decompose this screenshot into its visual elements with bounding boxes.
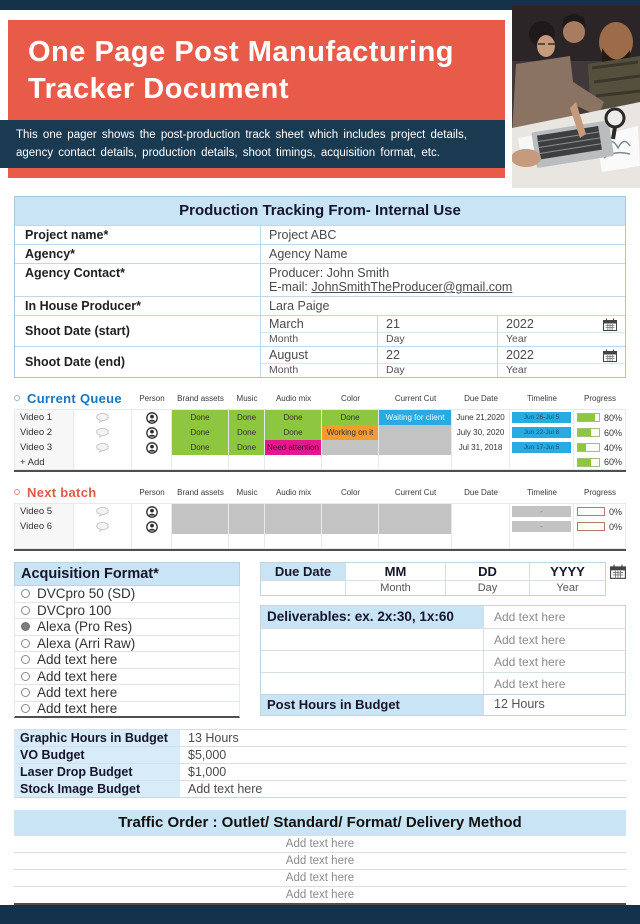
col-header-music: Music [236, 487, 258, 497]
table-row-video-2 [14, 425, 626, 440]
table-row-video-6 [14, 519, 626, 534]
team-photo-illustration [512, 6, 640, 188]
status-audio-mix[interactable]: Done [265, 410, 322, 426]
header-photo [512, 6, 640, 188]
comment-cell[interactable] [74, 504, 132, 520]
radio-option-dvcpro50[interactable] [14, 586, 240, 603]
status-music[interactable] [229, 519, 265, 535]
year-sublabel: Year [506, 364, 528, 376]
table-row [14, 746, 626, 763]
acquisition-format-title: Acquisition Format* [14, 562, 240, 586]
shoot-start-year-cell [497, 316, 625, 346]
email-link[interactable]: JohnSmithTheProducer@gmail.com [311, 280, 513, 294]
progress-percent: 60% [603, 427, 622, 438]
radio-option-label: DVCpro 100 [37, 602, 112, 618]
progress-percent: 0% [608, 506, 622, 517]
progress-cell [574, 410, 626, 426]
due-date-year-sublabel[interactable]: Year [529, 580, 605, 595]
progress-percent: 40% [603, 442, 622, 453]
radio-option-placeholder[interactable] [14, 669, 240, 686]
timeline-chip[interactable]: Jun 17-Jul 5 [512, 442, 571, 453]
row-name[interactable]: Video 1 [14, 410, 74, 426]
col-header-timeline: Timeline [527, 393, 557, 403]
radio-icon[interactable] [21, 639, 30, 648]
next-batch-table [14, 503, 626, 551]
table-row [15, 296, 625, 315]
status-current-cut[interactable] [379, 504, 452, 520]
radio-option-label: Add text here [37, 668, 118, 684]
post-hours-row [260, 695, 626, 716]
status-audio-mix[interactable]: Done [265, 425, 322, 441]
due-date-cell[interactable] [452, 504, 510, 520]
status-music[interactable] [229, 504, 265, 520]
radio-option-label: Add text here [37, 685, 118, 701]
comment-bubble-icon [96, 507, 109, 517]
traffic-order-input[interactable]: Add text here [14, 852, 626, 869]
radio-icon[interactable] [21, 688, 30, 697]
table-row-empty [14, 534, 626, 549]
radio-option-placeholder[interactable] [14, 652, 240, 669]
deliverables-empty-cell [261, 673, 483, 694]
due-date-cell[interactable]: June 21,2020 [452, 410, 510, 426]
in-house-producer-label: In House Producer* [25, 299, 141, 313]
email-prefix: E-mail: [269, 280, 312, 294]
progress-bar [577, 458, 600, 467]
progress-bar [577, 443, 600, 452]
due-date-dd: DD [445, 563, 529, 580]
status-current-cut[interactable] [379, 440, 452, 456]
page-subtitle: This one pager shows the post-production track sheet which includes project details, agency contact details, production details, shoot timings, acquisition format, etc. [16, 129, 467, 159]
radio-icon[interactable] [21, 655, 30, 664]
row-name[interactable]: Video 6 [14, 519, 74, 535]
shoot-date-end-row [15, 346, 625, 377]
deliverable-input[interactable]: Add text here [483, 606, 625, 628]
agency-contact-value [260, 264, 625, 296]
comment-cell[interactable] [74, 425, 132, 441]
person-avatar-icon [146, 412, 158, 424]
due-date-cell[interactable]: July 30, 2020 [452, 425, 510, 441]
timeline-cell [510, 425, 574, 441]
shoot-end-month-cell [260, 347, 377, 377]
deliverable-input[interactable]: Add text here [483, 629, 625, 650]
timeline-cell [510, 440, 574, 456]
status-color[interactable] [322, 440, 379, 456]
comment-cell[interactable] [74, 440, 132, 456]
page-title-line2: Tracker Document [28, 73, 290, 106]
radio-option-placeholder[interactable] [14, 702, 240, 719]
comment-cell[interactable] [74, 519, 132, 535]
radio-option-alexa-prores[interactable] [14, 619, 240, 636]
radio-option-label: Alexa (Pro Res) [37, 619, 133, 635]
radio-icon[interactable] [21, 606, 30, 615]
traffic-order-input[interactable]: Add text here [14, 835, 626, 852]
person-avatar-icon [146, 427, 158, 439]
due-date-month-sublabel[interactable]: Month [345, 580, 445, 595]
comment-bubble-icon [96, 443, 109, 453]
post-hours-label: Post Hours in Budget [261, 695, 483, 715]
table-row [14, 729, 626, 746]
add-row-button[interactable]: + Add [14, 455, 74, 470]
timeline-chip[interactable]: - [512, 521, 571, 532]
due-date-mm: MM [345, 563, 445, 580]
col-header-brand-assets: Brand assets [177, 393, 224, 403]
deliverables-table [260, 605, 626, 695]
row-name[interactable]: Video 5 [14, 504, 74, 520]
progress-cell [574, 504, 626, 520]
person-cell[interactable] [132, 440, 172, 456]
traffic-order-input[interactable]: Add text here [14, 869, 626, 886]
status-brand-assets[interactable] [172, 504, 229, 520]
col-header-progress: Progress [583, 393, 616, 403]
email-line [269, 280, 625, 294]
table-row-add [14, 455, 626, 470]
status-audio-mix[interactable] [265, 519, 322, 535]
deliverables-title: Deliverables: ex. 2x:30, 1x:60 [261, 606, 483, 628]
header-description-band [0, 120, 505, 168]
project-name-value[interactable]: Project ABC [260, 226, 625, 244]
person-avatar-icon [146, 442, 158, 454]
col-header-music: Music [236, 393, 258, 403]
status-color[interactable] [322, 519, 379, 535]
timeline-cell [510, 519, 574, 535]
current-queue-table [14, 409, 626, 472]
due-date-yyyy: YYYY [529, 563, 605, 580]
col-header-timeline: Timeline [527, 487, 557, 497]
col-header-due-date: Due Date [464, 393, 498, 403]
status-brand-assets[interactable]: Done [172, 440, 229, 456]
post-hours-value[interactable]: 12 Hours [483, 695, 625, 715]
project-name-label: Project name* [25, 228, 109, 242]
vo-budget-value[interactable]: $5,000 [188, 748, 227, 762]
comment-bubble-icon [96, 428, 109, 438]
page-title [8, 20, 505, 108]
col-header-person: Person [139, 487, 165, 497]
progress-percent: 60% [603, 457, 622, 467]
radio-option-dvcpro100[interactable] [14, 603, 240, 620]
shoot-end-day-value[interactable]: 22 [378, 347, 497, 364]
row-name[interactable]: Video 2 [14, 425, 74, 441]
col-header-audio-mix: Audio mix [275, 487, 312, 497]
traffic-order-input[interactable]: Add text here [14, 886, 626, 903]
radio-option-label: Alexa (Arri Raw) [37, 635, 136, 651]
bottom-navy-bar [0, 905, 640, 924]
status-color[interactable] [322, 504, 379, 520]
progress-cell [574, 455, 626, 470]
month-sublabel: Month [269, 333, 299, 345]
person-avatar-icon [146, 521, 158, 533]
table-row [15, 263, 625, 296]
col-header-brand-assets: Brand assets [177, 487, 224, 497]
status-current-cut[interactable] [379, 519, 452, 535]
calendar-icon[interactable] [603, 318, 617, 331]
shoot-start-month-value[interactable]: March [261, 316, 377, 333]
budget-table [14, 729, 626, 798]
due-date-cell[interactable]: Jul 31, 2018 [452, 440, 510, 456]
radio-option-alexa-arriraw[interactable] [14, 636, 240, 653]
shoot-start-month-cell [260, 316, 377, 346]
progress-cell [574, 425, 626, 441]
col-header-progress: Progress [583, 487, 616, 497]
comment-bubble-icon [96, 522, 109, 532]
year-sublabel: Year [506, 333, 528, 345]
table-row [261, 650, 625, 672]
shoot-end-year-value[interactable]: 2022 [506, 348, 534, 362]
month-sublabel: Month [269, 364, 299, 376]
day-sublabel: Day [386, 333, 405, 345]
col-header-current-cut: Current Cut [394, 393, 437, 403]
traffic-order-title: Traffic Order : Outlet/ Standard/ Format/ Delivery Method [14, 810, 626, 835]
agency-value[interactable]: Agency Name [260, 245, 625, 263]
col-header-color: Color [340, 487, 361, 497]
next-batch-title-group [14, 485, 132, 500]
calendar-icon[interactable] [603, 349, 617, 362]
due-date-title: Due Date [261, 563, 345, 580]
table-row-video-1 [14, 410, 626, 425]
radio-icon[interactable] [21, 622, 30, 631]
radio-option-label: DVCpro 50 (SD) [37, 586, 136, 602]
status-brand-assets[interactable] [172, 519, 229, 535]
timeline-chip[interactable]: Jun 26-Jul 5 [512, 412, 571, 423]
person-cell[interactable] [132, 504, 172, 520]
shoot-end-year-cell [497, 347, 625, 377]
progress-percent: 80% [603, 412, 622, 423]
status-music[interactable]: Done [229, 440, 265, 456]
deliverable-input[interactable]: Add text here [483, 651, 625, 672]
deliverable-input[interactable]: Add text here [483, 673, 625, 694]
status-color[interactable]: Working on it [322, 425, 379, 441]
day-sublabel: Day [386, 364, 405, 376]
row-name[interactable]: Video 3 [14, 440, 74, 456]
col-header-due-date: Due Date [464, 487, 498, 497]
laser-drop-budget-label: Laser Drop Budget [14, 764, 180, 780]
shoot-date-start-label: Shoot Date (start) [25, 324, 130, 338]
deliverables-empty-cell [261, 651, 483, 672]
status-current-cut[interactable]: Waiting for client [379, 410, 452, 426]
progress-bar [577, 428, 600, 437]
progress-cell [574, 519, 626, 535]
status-brand-assets[interactable]: Done [172, 410, 229, 426]
comment-bubble-icon [96, 413, 109, 423]
deliverables-empty-cell [261, 629, 483, 650]
progress-bar [577, 413, 600, 422]
status-audio-mix[interactable]: Need attention [265, 440, 322, 456]
shoot-date-end-label: Shoot Date (end) [25, 355, 125, 369]
table-row [261, 672, 625, 694]
shoot-end-day-cell [377, 347, 497, 377]
producer-line: Producer: John Smith [269, 266, 390, 280]
table-row [14, 780, 626, 797]
shoot-end-month-value[interactable]: August [261, 347, 377, 364]
page-title-line1: One Page Post Manufacturing [28, 36, 454, 68]
progress-bar [577, 507, 605, 516]
timeline-cell [510, 410, 574, 426]
radio-option-placeholder[interactable] [14, 685, 240, 702]
graphic-hours-label: Graphic Hours in Budget [14, 730, 180, 746]
timeline-chip[interactable]: Jun 22-Jul 8 [512, 427, 571, 438]
timeline-cell [510, 504, 574, 520]
col-header-audio-mix: Audio mix [275, 393, 312, 403]
in-house-producer-value[interactable]: Lara Paige [260, 297, 625, 315]
vo-budget-label: VO Budget [14, 747, 180, 763]
col-header-current-cut: Current Cut [394, 487, 437, 497]
table-row [14, 763, 626, 780]
person-avatar-icon [146, 506, 158, 518]
status-audio-mix[interactable] [265, 504, 322, 520]
agency-contact-label: Agency Contact* [25, 266, 126, 280]
due-date-blank-cell[interactable] [261, 580, 345, 595]
table-row [15, 225, 625, 244]
next-batch-title: Next batch [27, 484, 97, 500]
due-date-table [260, 562, 606, 596]
radio-icon[interactable] [21, 672, 30, 681]
acquisition-format-panel [14, 562, 240, 718]
calendar-icon[interactable] [610, 564, 626, 579]
radio-icon[interactable] [21, 704, 30, 713]
progress-cell [574, 440, 626, 456]
shoot-date-start-row [15, 315, 625, 346]
production-tracking-title: Production Tracking From- Internal Use [15, 197, 625, 225]
timeline-chip[interactable]: - [512, 506, 571, 517]
agency-label: Agency* [25, 247, 76, 261]
progress-percent: 0% [608, 521, 622, 532]
stock-image-budget-label: Stock Image Budget [14, 781, 180, 797]
due-date-day-sublabel[interactable]: Day [445, 580, 529, 595]
progress-bar [577, 522, 605, 531]
status-current-cut[interactable] [379, 425, 452, 441]
person-cell[interactable] [132, 425, 172, 441]
current-queue-title: Current Queue [27, 390, 122, 406]
page-header [0, 10, 640, 188]
shoot-start-year-value[interactable]: 2022 [506, 317, 534, 331]
current-queue-title-group [14, 391, 132, 406]
graphic-hours-value[interactable]: 13 Hours [188, 731, 239, 745]
circle-bullet-icon [14, 489, 20, 495]
person-cell[interactable] [132, 410, 172, 426]
radio-option-label: Add text here [37, 701, 118, 717]
radio-icon[interactable] [21, 589, 30, 598]
laser-drop-budget-value[interactable]: $1,000 [188, 765, 227, 779]
status-color[interactable]: Done [322, 410, 379, 426]
stock-image-budget-value[interactable]: Add text here [188, 782, 263, 796]
comment-cell[interactable] [74, 410, 132, 426]
production-tracking-table [14, 196, 626, 378]
status-music[interactable]: Done [229, 410, 265, 426]
table-row-video-5 [14, 504, 626, 519]
status-music[interactable]: Done [229, 425, 265, 441]
shoot-start-day-cell [377, 316, 497, 346]
current-queue-header-row [14, 387, 626, 409]
table-row [261, 606, 625, 628]
circle-bullet-icon [14, 395, 20, 401]
due-date-cell[interactable] [452, 519, 510, 535]
table-row-video-3 [14, 440, 626, 455]
radio-option-label: Add text here [37, 652, 118, 668]
table-row [261, 628, 625, 650]
col-header-person: Person [139, 393, 165, 403]
col-header-color: Color [340, 393, 361, 403]
table-row [15, 244, 625, 263]
shoot-start-day-value[interactable]: 21 [378, 316, 497, 333]
person-cell[interactable] [132, 519, 172, 535]
status-brand-assets[interactable]: Done [172, 425, 229, 441]
traffic-order-table [14, 810, 626, 905]
next-batch-header-row [14, 481, 626, 503]
